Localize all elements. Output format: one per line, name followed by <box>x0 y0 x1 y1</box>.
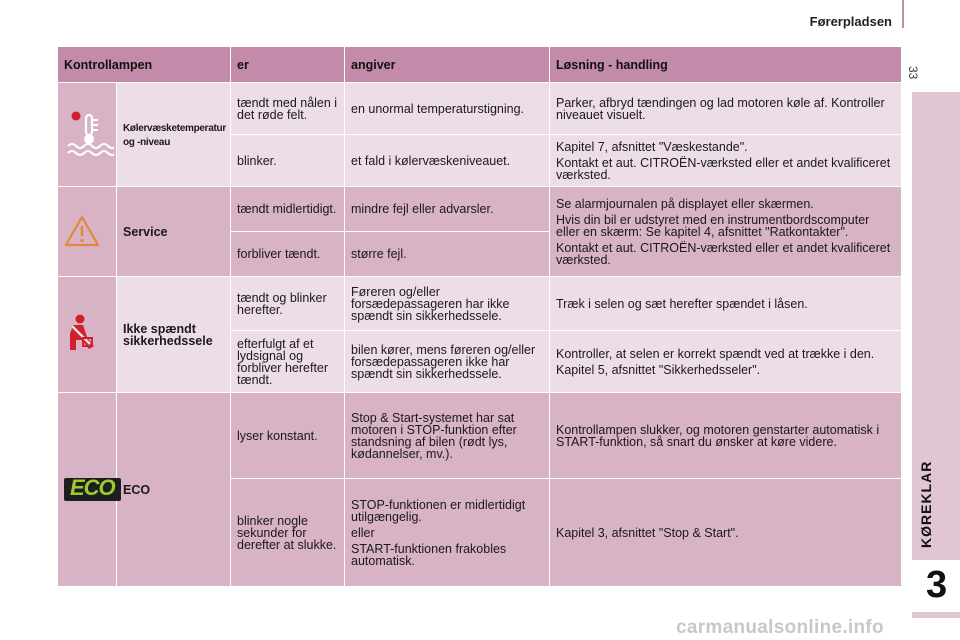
state-cell: tændt med nålen i det røde felt. <box>231 83 345 135</box>
state-cell: tændt midlertidigt. <box>231 187 345 232</box>
meaning-cell: en unormal temperaturstigning. <box>345 83 550 135</box>
chapter-number: 3 <box>926 564 948 606</box>
chapter-label: KØREKLAR <box>918 460 934 548</box>
solution-cell: Kontroller, at selen er korrekt spændt ved at trække i den. Kapitel 5, afsnittet "Sikkerhedsseler". <box>550 331 902 393</box>
eco-icon: ECO <box>64 478 121 501</box>
page-number: 33 <box>906 66 920 80</box>
warning-triangle-icon <box>64 215 100 249</box>
meaning-cell: større fejl. <box>345 232 550 277</box>
seatbelt-icon-cell <box>58 277 117 393</box>
solution-cell: Træk i selen og sæt herefter spændet i låsen. <box>550 277 902 331</box>
warning-lamp-table <box>57 46 902 587</box>
solution-cell: Se alarmjournalen på displayet eller skærmen. Hvis din bil er udstyret med en instrumentbordscomputer eller en skærm: Se kapitel 4, afsnittet "Ratkontakter". Kontakt et aut. CITROËN-værksted eller et andet kvalificeret værksted. <box>550 187 902 277</box>
lamp-name: Service <box>117 187 231 277</box>
state-cell: forbliver tændt. <box>231 232 345 277</box>
header-kontrollampen: Kontrollampen <box>58 47 231 83</box>
seatbelt-icon <box>64 314 98 356</box>
eco-icon-cell <box>58 393 117 587</box>
table-row <box>58 277 902 331</box>
page-section-title: Førerpladsen <box>809 14 892 29</box>
table-header-row <box>58 47 902 83</box>
solution-cell: Parker, afbryd tændingen og lad motoren køle af. Kontroller niveauet visuelt. <box>550 83 902 135</box>
state-cell: blinker. <box>231 135 345 187</box>
header-angiver: angiver <box>345 47 550 83</box>
meaning-cell: mindre fejl eller advarsler. <box>345 187 550 232</box>
coolant-temperature-icon <box>64 109 114 161</box>
table-row <box>58 187 902 232</box>
table-row <box>58 83 902 135</box>
coolant-icon-cell <box>58 83 117 187</box>
meaning-cell: Føreren og/eller forsædepassageren har ikke spændt sin sikkerhedssele. <box>345 277 550 331</box>
table-row <box>58 393 902 479</box>
header-er: er <box>231 47 345 83</box>
meaning-cell: STOP-funktionen er midlertidigt utilgængelig. eller START-funktionen frakobles automatisk. <box>345 479 550 587</box>
state-cell: lyser konstant. <box>231 393 345 479</box>
solution-cell: Kontrollampen slukker, og motoren genstarter automatisk i START-funktion, så snart du ønsker at køre videre. <box>550 393 902 479</box>
meaning-cell: Stop & Start-systemet har sat motoren i STOP-funktion efter standsning af bilen (rødt lys, kødannelser, mv.). <box>345 393 550 479</box>
solution-cell: Kapitel 7, afsnittet "Væskestande". Kontakt et aut. CITROËN-værksted eller et andet kvalificeret værksted. <box>550 135 902 187</box>
watermark: carmanualsonline.info <box>676 617 884 638</box>
lamp-name: Ikke spændt sikkerhedssele <box>117 277 231 393</box>
state-cell: blinker nogle sekunder for derefter at slukke. <box>231 479 345 587</box>
header-losning: Løsning - handling <box>550 47 902 83</box>
meaning-cell: et fald i kølervæskeniveauet. <box>345 135 550 187</box>
header-rule <box>902 0 904 28</box>
solution-cell: Kapitel 3, afsnittet "Stop & Start". <box>550 479 902 587</box>
lamp-name: ECO <box>117 393 231 587</box>
lamp-name: Kølervæsketemperatur og -niveau <box>117 83 231 187</box>
meaning-cell: bilen kører, mens føreren og/eller forsædepassageren ikke har spændt sin sikkerhedssele. <box>345 331 550 393</box>
state-cell: efterfulgt af et lydsignal og forbliver herefter tændt. <box>231 331 345 393</box>
state-cell: tændt og blinker herefter. <box>231 277 345 331</box>
service-icon-cell <box>58 187 117 277</box>
